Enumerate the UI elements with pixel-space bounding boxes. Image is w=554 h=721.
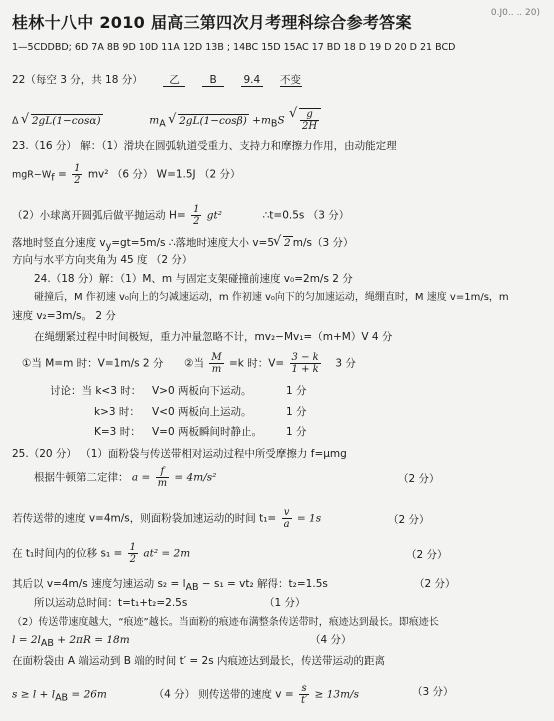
q25-s2-score: （2 分）: [414, 578, 456, 590]
q25-len-sub: AB: [40, 638, 54, 650]
q25-s1-pre: 在 t₁时间内的位移 s₁ =: [12, 547, 123, 560]
q25-s2-pre: 其后以 v=4m/s 速度匀速运动 s₂ = l: [12, 578, 186, 590]
q24-cases: [22, 352, 356, 375]
q23-v-sub: y: [105, 241, 112, 253]
corner-stamp: 0.J0.. .. 20): [490, 8, 540, 18]
q24-disc2-label: k>3 时：: [94, 406, 140, 418]
q22-expr2-sub: A: [159, 118, 166, 130]
q23-eq1-mid: =: [57, 168, 67, 181]
q25-t1-num: v: [282, 507, 292, 519]
q24-disc3-label: K=3 时：: [94, 426, 141, 438]
q24-case2-num: M: [211, 352, 222, 363]
q22-expr2-tail: +m: [252, 114, 271, 127]
q23-eq2-tail: gt²: [206, 209, 222, 222]
q23-eq2-text: （2）小球离开圆弧后做平抛运动 H=: [12, 209, 186, 222]
page-title: 桂林十八中 2010 届高三第四次月考理科综合参考答案: [12, 13, 412, 32]
q25-final-res: ≥ 13m/s: [314, 688, 359, 701]
q22-expressions: [12, 108, 321, 132]
q23-velocity: [12, 236, 353, 253]
q25-s2-mid: − s₁ = vt₂ 解得：t₂=1.5s: [198, 578, 328, 590]
q24-disc1-score: 1 分: [286, 385, 307, 397]
q25-move: 在面粉袋由 A 端运动到 B 端的时间 t′ = 2s 内痕迹达到最长，传送带运动的距离: [12, 655, 386, 667]
q22-expr2-s: S: [277, 114, 285, 127]
q25-newton: [34, 466, 216, 489]
q25-final-sub: AB: [55, 692, 69, 704]
q23-eq1-res: =1.5J （2 分）: [167, 168, 241, 181]
q23-eq2: [12, 204, 349, 227]
q25-len-tail: + 2πR = 18m: [53, 634, 130, 646]
q22-expr1-prefix: Δ: [12, 115, 19, 127]
q25-final: [12, 683, 359, 706]
q24-line3: 速度 v₂=3m/s。 2 分: [12, 310, 116, 322]
q23-v-line: 落地时竖直分速度 v: [12, 237, 106, 249]
q23-eq1-right: mv² （6 分） W: [87, 168, 168, 181]
q22-expr1: √ 2gL(1−cosα): [31, 114, 103, 127]
q25-s1-den: 2: [129, 554, 137, 565]
q25-len-eq: l = 2l: [12, 634, 41, 646]
q24-case2-rden: 1 + k: [291, 364, 319, 375]
q22-line: [12, 74, 302, 87]
q22-expr2-root: [299, 108, 321, 132]
q25-s1-score: （2 分）: [406, 549, 448, 561]
q23-eq2-res: ∴t=0.5s （3 分）: [262, 209, 350, 222]
q22-expr2-prefix: m: [149, 114, 160, 127]
q25-final-mid: （4 分） 则传送带的速度 v =: [153, 688, 294, 701]
q24-disc1: V>0 两板向下运动。: [152, 385, 252, 397]
q23-intro: 23.（16 分） 解：（1）滑块在圆弧轨道受重力、支持力和摩擦力作用，由动能定理: [12, 140, 397, 152]
q22-blank-1: 乙: [163, 74, 185, 87]
q25-len-score: （4 分）: [310, 634, 352, 646]
q24-case2-den: m: [211, 364, 222, 375]
q25-final-eq: s ≥ l + l: [12, 688, 56, 701]
q25-newton-res: = 4m/s²: [174, 471, 217, 484]
q24-disc2: V<0 两板向上运动。: [152, 406, 252, 418]
q25-newton-den: m: [157, 478, 168, 489]
q25-length: [12, 634, 130, 650]
q22-blank-2: B: [202, 74, 224, 87]
q25-total-score: （1 分）: [264, 597, 306, 609]
choice-answers: 1—5CDDBD; 6D 7A 8B 9D 10D 11A 12D 13B ; 14BC 15D 15AC 17 BD 18 D 19 D 20 D 21 BCD: [12, 42, 456, 53]
q22-expr2-tail-sub: B: [270, 118, 278, 130]
q24-case2-rnum: 3 − k: [291, 352, 319, 363]
q25-t1-score: （2 分）: [388, 514, 430, 526]
q25-final-score: （3 分）: [412, 686, 454, 698]
q25-final-eq2: = 26m: [68, 688, 107, 701]
q23-v-line2: =gt=5m/s ∴落地时速度大小 v=5: [111, 237, 275, 249]
q24-disc1-label: 讨论：当 k<3 时：: [50, 385, 142, 397]
q24-disc2-score: 1 分: [286, 406, 307, 418]
q25-newton-score: （2 分）: [398, 473, 440, 485]
q23-eq1: [12, 163, 241, 186]
q25-t1-res: = 1s: [296, 512, 322, 525]
q24-case2-mid: =k 时：V=: [228, 357, 285, 370]
q25-s1: [12, 542, 190, 565]
q23-direction: 方向与水平方向夹角为 45 度 （2 分）: [12, 254, 193, 266]
q23-eq1-num: 1: [74, 163, 81, 174]
q25-s1-res: at² = 2m: [143, 547, 191, 560]
q24-case1: ①当 M=m 时：V=1m/s 2 分: [22, 357, 164, 370]
q25-final-num: s: [299, 683, 309, 695]
q25-s1-num: 1: [129, 542, 137, 553]
q25-newton-pre: 根据牛顿第二定律：: [34, 471, 129, 484]
q24-case2-pre: ②当: [184, 357, 205, 370]
q22-label: 22（每空 3 分，共 18 分）: [12, 74, 143, 86]
q23-eq2-num: 1: [193, 204, 200, 215]
q22-expr2-den: 2H: [301, 121, 318, 132]
q25-s2: [12, 578, 328, 594]
q23-eq1-den: 2: [74, 175, 81, 186]
q25-t1-pre: 若传送带的速度 v=4m/s，则面粉袋加速运动的时间 t₁=: [12, 512, 277, 525]
q25-final-den: t′: [300, 695, 308, 706]
q23-v-line3: m/s（3 分）: [292, 237, 354, 249]
q25-total: 所以运动总时间：t=t₁+t₂=2.5s: [34, 597, 188, 609]
q23-v-root: √ 2: [283, 236, 293, 249]
q25-t1: [12, 507, 321, 530]
q24-line2: 碰撞后，M 作初速 v₀向上的匀减速运动，m 作初速 v₀向下的匀加速运动，绳绷直时，M 速度 v=1m/s，m: [34, 292, 509, 303]
q24-intro: 24.（18 分）解：（1）M、m 与固定支架碰撞前速度 v₀=2m/s 2 分: [34, 273, 353, 285]
q22-blank-3: 9.4: [241, 74, 263, 87]
q23-eq1-sub: f: [51, 172, 55, 184]
q25-intro: 25.（20 分） （1）面粉袋与传送带相对运动过程中所受摩擦力 f=μmg: [12, 448, 347, 460]
q22-blank-4: 不变: [280, 74, 302, 86]
q25-t1-den: a: [283, 519, 290, 530]
q25-newton-a: a =: [131, 471, 151, 484]
q25-part2: （2）传送带速度越大，“痕迹”越长。当面粉的痕迹布满整条传送带时，痕迹达到最长。即痕迹长: [12, 617, 439, 628]
q23-eq1-left: mgR−W: [12, 169, 52, 181]
q23-eq2-den: 2: [193, 216, 200, 227]
q25-s2-sub: AB: [185, 582, 199, 594]
q24-line4: 在绳绷紧过程中时间极短，重力冲量忽略不计，mv₂−Mv₁=（m+M）V 4 分: [34, 331, 393, 343]
q24-disc3: V=0 两板瞬间时静止。: [152, 426, 262, 438]
q25-newton-num: f: [156, 466, 169, 478]
q22-expr2-num: √ g: [300, 109, 319, 121]
q24-case2-tail: 3 分: [335, 357, 356, 370]
q24-disc3-score: 1 分: [286, 426, 307, 438]
q22-expr2: √ 2gL(1−cosβ): [178, 114, 249, 127]
